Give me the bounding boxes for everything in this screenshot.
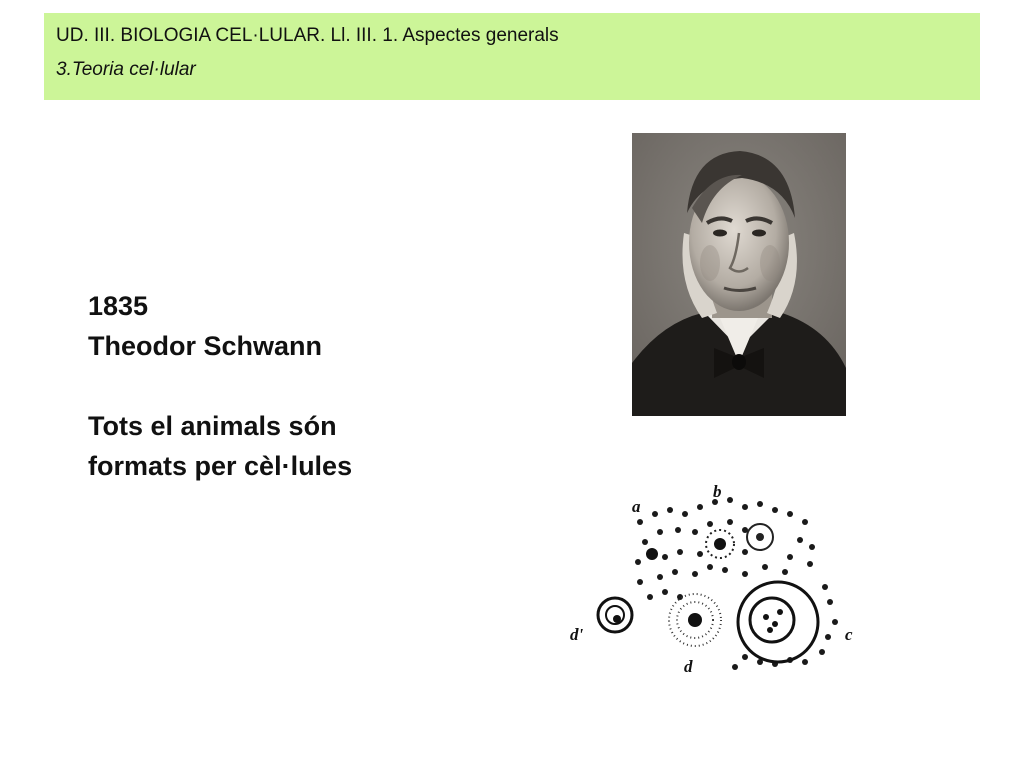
cell-diagram: [560, 452, 890, 677]
label-c: c: [845, 625, 853, 644]
label-b: b: [713, 482, 722, 501]
slide-header: [44, 13, 980, 100]
label-a: a: [632, 497, 641, 516]
year-text: 1835: [88, 291, 149, 321]
portrait-photo: [632, 133, 846, 416]
main-text: [88, 286, 352, 486]
statement-line-2: formats per cèl·lules: [88, 451, 353, 481]
header-subtitle: 3.Teoria cel·lular: [56, 59, 196, 80]
label-d: d: [684, 657, 693, 676]
scientist-name: Theodor Schwann: [88, 331, 323, 361]
statement-line-1: Tots el animals són: [88, 411, 337, 441]
header-title: UD. III. BIOLOGIA CEL·LULAR. Ll. III. 1. Aspectes generals: [56, 25, 559, 46]
label-d-prime: d': [570, 625, 584, 644]
